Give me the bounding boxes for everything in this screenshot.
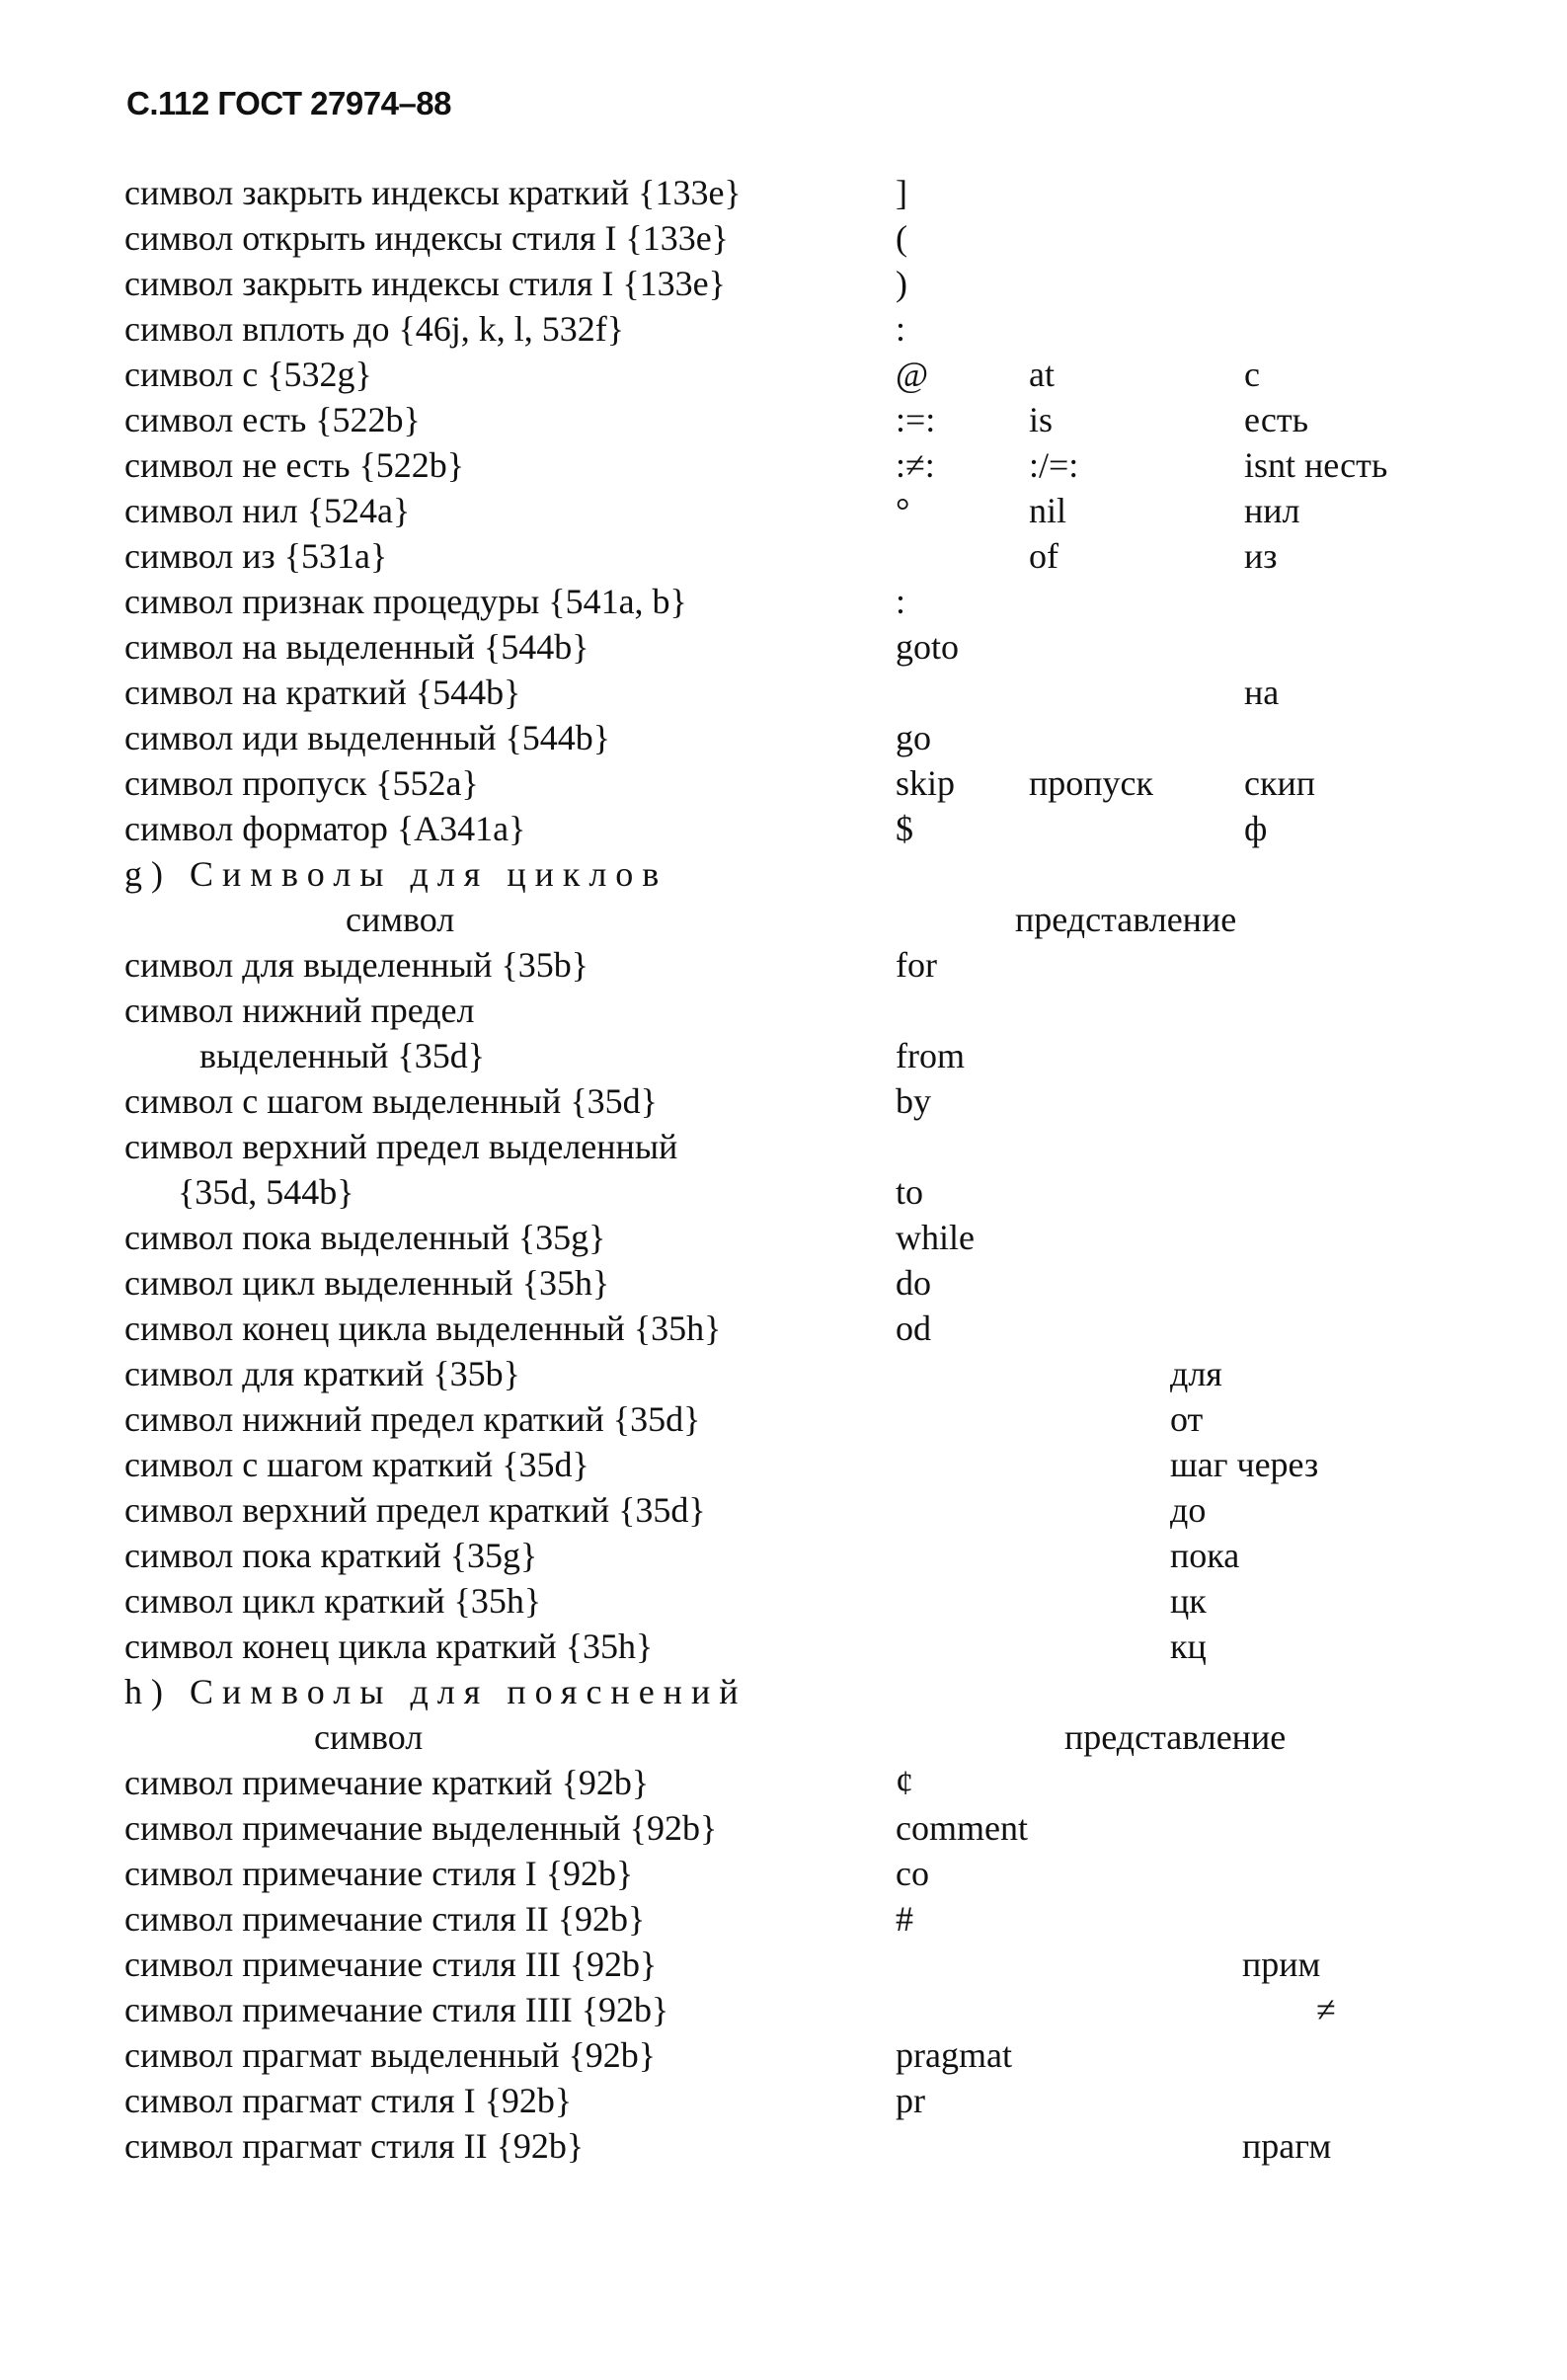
representation-russian: скип <box>1244 763 1315 803</box>
representation: skip <box>896 763 956 803</box>
representation-bold: nil <box>1029 491 1067 530</box>
representation: ¢ <box>896 1763 913 1802</box>
table-row <box>0 1033 1567 1078</box>
representation-bold: is <box>1029 400 1054 439</box>
symbol-name: символ примечание стиля IIII {92b} <box>124 1990 669 2029</box>
representation: od <box>896 1309 931 1348</box>
representation: to <box>896 1172 924 1212</box>
representation-russian: для <box>1170 1354 1222 1393</box>
table-row <box>0 306 1567 352</box>
column-headers <box>0 1714 1567 1760</box>
section-heading <box>0 851 1567 897</box>
symbol-name: символ конец цикла краткий {35h} <box>124 1626 654 1666</box>
table-row <box>0 170 1567 215</box>
symbol-name: символ форматор {A341a} <box>124 809 526 848</box>
representation: ° <box>896 491 910 530</box>
representation: while <box>896 1218 975 1257</box>
representation: from <box>896 1036 965 1075</box>
symbol-name: символ цикл выделенный {35h} <box>124 1263 610 1303</box>
symbol-name: символ иди выделенный {544b} <box>124 718 611 757</box>
representation-russian: из <box>1244 536 1278 576</box>
table-row <box>0 488 1567 533</box>
symbol-name: символ для выделенный {35b} <box>124 945 589 985</box>
representation: # <box>896 1899 913 1939</box>
symbol-name: символ прагмат стиля I {92b} <box>124 2081 573 2120</box>
table-row <box>0 1851 1567 1896</box>
representation: by <box>896 1081 931 1121</box>
symbol-name: символ открыть индексы стиля I {133e} <box>124 218 729 258</box>
table-row <box>0 1805 1567 1851</box>
table-row <box>0 1487 1567 1533</box>
representation-bold: at <box>1029 355 1055 394</box>
symbol-name: символ закрыть индексы краткий {133e} <box>124 173 742 212</box>
symbol-name: символ признак процедуры {541a, b} <box>124 582 687 621</box>
symbol-name: символ вплоть до {46j, k, l, 532f} <box>124 309 625 349</box>
representation-alt: пропуск <box>1029 763 1153 803</box>
symbol-name: символ пока выделенный {35g} <box>124 1218 606 1257</box>
symbol-name: символ с {532g} <box>124 355 372 394</box>
table-row <box>0 670 1567 715</box>
section-g-title: g) Символы для циклов <box>124 854 668 894</box>
table-row <box>0 2032 1567 2078</box>
representation-russian: нил <box>1244 491 1300 530</box>
table-row <box>0 988 1567 1033</box>
table-row <box>0 2078 1567 2123</box>
representation: pr <box>896 2081 925 2120</box>
symbol-name: символ верхний предел краткий {35d} <box>124 1490 706 1530</box>
symbol-name: символ цикл краткий {35h} <box>124 1581 542 1621</box>
symbol-name: {35d, 544b} <box>178 1172 354 1212</box>
symbol-name: символ примечание стиля I {92b} <box>124 1854 634 1893</box>
section-h-title: h) Символы для пояснений <box>124 1672 747 1711</box>
symbol-name: символ не есть {522b} <box>124 445 465 485</box>
symbol-name: символ с шагом краткий {35d} <box>124 1445 589 1484</box>
table-row <box>0 1306 1567 1351</box>
table-row <box>0 442 1567 488</box>
symbol-name: символ прагмат стиля II {92b} <box>124 2126 585 2166</box>
column-header-symbol: символ <box>314 1717 424 1757</box>
representation: :≠: <box>896 445 935 485</box>
table-row <box>0 1169 1567 1215</box>
table-row <box>0 624 1567 670</box>
table-row <box>0 1578 1567 1624</box>
representation: : <box>896 309 906 349</box>
representation-russian: пока <box>1170 1536 1240 1575</box>
representation-russian: прим <box>1242 1944 1321 1984</box>
symbol-name: символ из {531a} <box>124 536 388 576</box>
symbol-name: символ примечание краткий {92b} <box>124 1763 650 1802</box>
representation-russian: с <box>1244 355 1260 394</box>
symbol-name: символ на краткий {544b} <box>124 673 521 712</box>
table-row <box>0 1260 1567 1306</box>
representation: go <box>896 718 931 757</box>
table-row <box>0 1533 1567 1578</box>
symbol-name: символ примечание выделенный {92b} <box>124 1808 718 1848</box>
symbol-name: символ прагмат выделенный {92b} <box>124 2035 657 2075</box>
table-row <box>0 397 1567 442</box>
representation-russian: ф <box>1244 809 1268 848</box>
table-row <box>0 760 1567 806</box>
representation-russian: isnt несть <box>1244 445 1388 485</box>
symbol-name: символ примечание стиля II {92b} <box>124 1899 646 1939</box>
representation: ] <box>896 173 907 212</box>
table-row <box>0 215 1567 261</box>
table-row <box>0 261 1567 306</box>
representation: :=: <box>896 400 936 439</box>
symbol-name: символ на выделенный {544b} <box>124 627 589 667</box>
table-row <box>0 1078 1567 1124</box>
table-row <box>0 352 1567 397</box>
representation-russian: до <box>1170 1490 1207 1530</box>
column-header-representation: представление <box>1015 900 1237 939</box>
representation: do <box>896 1263 931 1303</box>
table-row <box>0 1987 1567 2032</box>
symbol-name: символ пропуск {552a} <box>124 763 479 803</box>
symbol-name: символ примечание стиля III {92b} <box>124 1944 658 1984</box>
symbol-name: символ закрыть индексы стиля I {133e} <box>124 264 726 303</box>
table-row <box>0 1124 1567 1169</box>
representation-symbol: ≠ <box>1316 1990 1336 2029</box>
table-row <box>0 1896 1567 1942</box>
column-headers <box>0 897 1567 942</box>
representation: @ <box>896 355 929 394</box>
table-row <box>0 1942 1567 1987</box>
representation: co <box>896 1854 929 1893</box>
representation: ) <box>896 264 907 303</box>
symbol-name: выделенный {35d} <box>199 1036 485 1075</box>
representation: goto <box>896 627 960 667</box>
representation: ( <box>896 218 907 258</box>
table-row <box>0 1624 1567 1669</box>
column-header-symbol: символ <box>346 900 455 939</box>
symbol-name: символ конец цикла выделенный {35h} <box>124 1309 722 1348</box>
table-row <box>0 715 1567 760</box>
table-row <box>0 1396 1567 1442</box>
table-row <box>0 1215 1567 1260</box>
column-header-representation: представление <box>1064 1717 1287 1757</box>
symbol-name: символ пока краткий {35g} <box>124 1536 538 1575</box>
representation-russian: есть <box>1244 400 1309 439</box>
representation: comment <box>896 1808 1028 1848</box>
table-row <box>0 2123 1567 2169</box>
representation: : <box>896 582 906 621</box>
representation-russian: прагм <box>1242 2126 1332 2166</box>
table-row <box>0 1351 1567 1396</box>
symbol-name: символ нил {524a} <box>124 491 411 530</box>
table-row <box>0 942 1567 988</box>
section-heading <box>0 1669 1567 1714</box>
representation-bold: :/=: <box>1029 445 1079 485</box>
representation-russian: шаг через <box>1170 1445 1319 1484</box>
representation-russian: кц <box>1170 1626 1207 1666</box>
symbol-name: символ для краткий {35b} <box>124 1354 520 1393</box>
table-row <box>0 579 1567 624</box>
page-header: С.112 ГОСТ 27974–88 <box>126 85 452 121</box>
symbol-name: символ с шагом выделенный {35d} <box>124 1081 658 1121</box>
table-row <box>0 1442 1567 1487</box>
representation: for <box>896 945 937 985</box>
symbol-name: символ есть {522b} <box>124 400 421 439</box>
table-row <box>0 806 1567 851</box>
table-row <box>0 1760 1567 1805</box>
representation: $ <box>896 809 913 848</box>
representation-russian: от <box>1170 1399 1204 1439</box>
symbol-name: символ нижний предел <box>124 991 475 1030</box>
symbol-name: символ верхний предел выделенный <box>124 1127 678 1166</box>
representation-bold: of <box>1029 536 1058 576</box>
representation: pragmat <box>896 2035 1012 2075</box>
representation-russian: цк <box>1170 1581 1207 1621</box>
representation-russian: на <box>1244 673 1280 712</box>
symbol-name: символ нижний предел краткий {35d} <box>124 1399 701 1439</box>
table-row <box>0 533 1567 579</box>
